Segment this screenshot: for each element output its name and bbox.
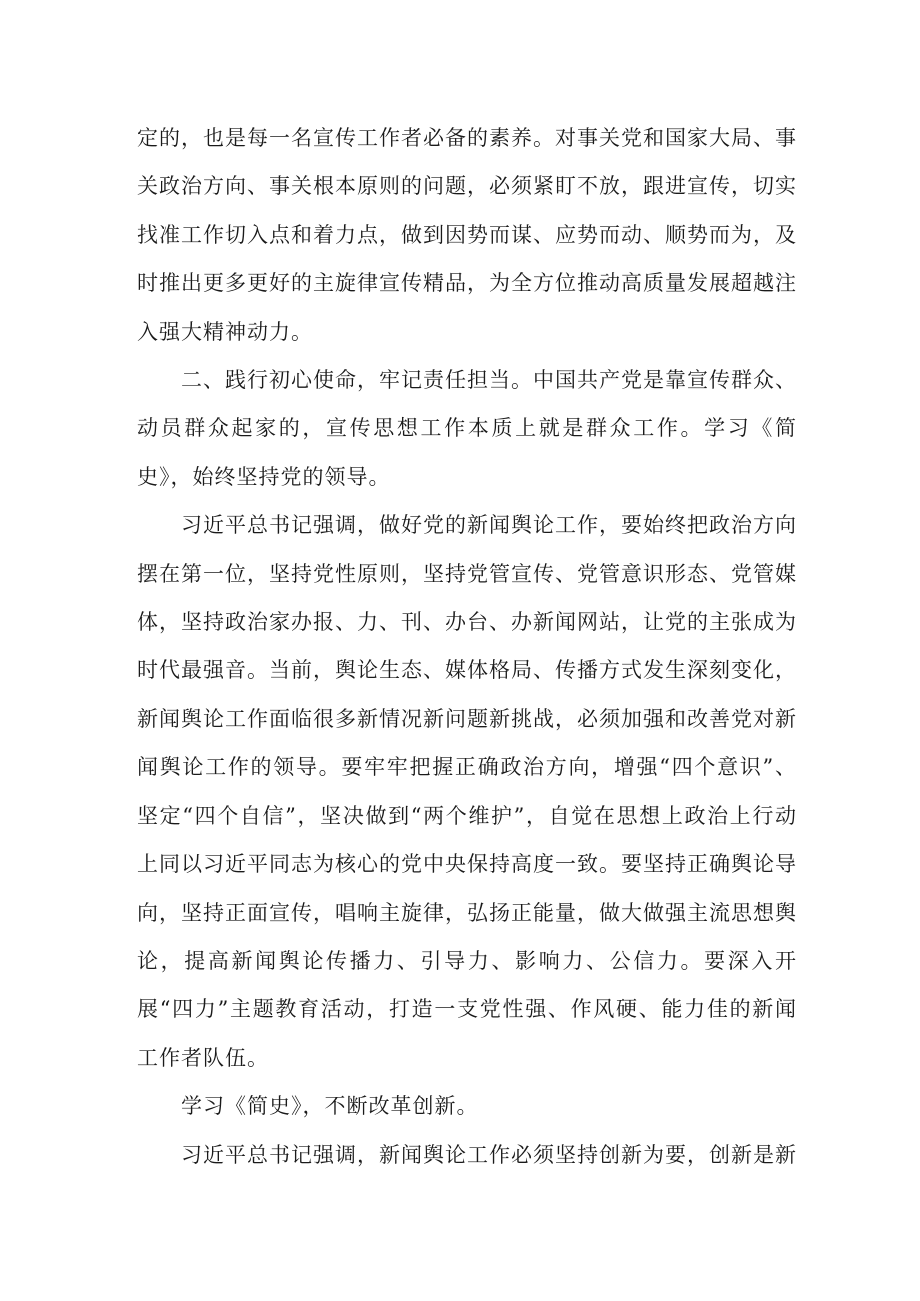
paragraph-section-two: 二、践行初心使命，牢记责任担当。中国共产党是靠宣传群众、动员群众起家的，宣传思想工作本质上就是群众工作。学习《简史》，始终坚持党的领导。: [137, 368, 797, 489]
document-body: [137, 114, 797, 1179]
paragraph-innovation: 习近平总书记强调，新闻舆论工作必须坚持创新为要，创新是新: [181, 1142, 797, 1167]
paragraph-reform-heading: 学习《简史》，不断改革创新。: [181, 1094, 479, 1119]
paragraph-continuation: 定的，也是每一名宣传工作者必备的素养。对事关党和国家大局、事关政治方向、事关根本原则的问题，必须紧盯不放，跟进宣传，切实找准工作切入点和着力点，做到因势而谋、应势而动、顺势而为，及时推出更多更好的主旋律宣传精品，为全方位推动高质量发展超越注入强大精神动力。: [137, 126, 797, 344]
paragraph-news-work: 习近平总书记强调，做好党的新闻舆论工作，要始终把政治方向摆在第一位，坚持党性原则，坚持党管宣传、党管意识形态、党管媒体，坚持政治家办报、力、刊、办台、办新闻网站，让党的主张成为时代最强音。当前，舆论生态、媒体格局、传播方式发生深刻变化，新闻舆论工作面临很多新情况新问题新挑战，必须加强和改善党对新闻舆论工作的领导。要牢牢把握正确政治方向，增强“四个意识”、坚定“四个自信”，坚决做到“两个维护”，自觉在思想上政治上行动上同以习近平同志为核心的党中央保持高度一致。要坚持正确舆论导向，坚持正面宣传，唱响主旋律，弘扬正能量，做大做强主流思想舆论，提高新闻舆论传播力、引导力、影响力、公信力。要深入开展“四力”主题教育活动，打造一支党性强、作风硬、能力佳的新闻工作者队伍。: [137, 513, 797, 1070]
